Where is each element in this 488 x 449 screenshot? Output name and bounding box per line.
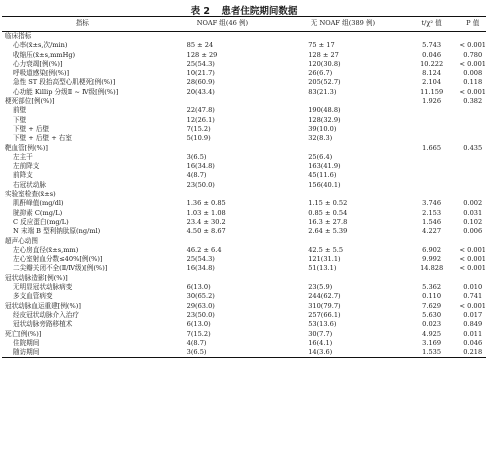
no-noaf-value <box>282 144 404 153</box>
table-body <box>2 32 486 358</box>
p-value: 0.002 <box>463 199 483 208</box>
noaf-value: 46.2 ± 6.4 <box>186 245 222 254</box>
no-noaf-value: 42.5 ± 5.5 <box>308 245 344 254</box>
table-row <box>2 320 486 329</box>
statistic-value: 0.023 <box>422 320 442 329</box>
row-label: 随访期间 <box>13 348 40 357</box>
statistic-value: 2.153 <box>422 208 442 217</box>
p-value: 0.435 <box>463 143 483 152</box>
p-value: < 0.001 <box>459 301 486 310</box>
table-row <box>2 171 486 180</box>
p-value: 0.741 <box>463 292 483 301</box>
p-value: 0.849 <box>463 320 483 329</box>
no-noaf-value: 45(11.6) <box>308 171 337 180</box>
row-label: 左前降支 <box>13 162 40 171</box>
statistic-value <box>404 153 460 162</box>
row-label: 左主干 <box>13 152 33 161</box>
row-label: 前壁 <box>13 106 27 115</box>
no-noaf-value: 53(13.6) <box>308 320 337 329</box>
statistic-value: 3.746 <box>422 199 442 208</box>
no-noaf-value: 2.64 ± 5.39 <box>308 227 348 236</box>
p-value: < 0.001 <box>459 264 486 273</box>
noaf-value <box>163 97 283 106</box>
p-value: 0.382 <box>463 97 483 106</box>
row-label: 肌酐峰值(mg/dl) <box>13 199 64 208</box>
no-noaf-value: 1.15 ± 0.52 <box>308 199 348 208</box>
table-row <box>2 190 486 199</box>
noaf-value: 5(10.9) <box>186 134 211 143</box>
p-value: 0.046 <box>463 338 483 347</box>
noaf-value <box>163 190 283 199</box>
row-label: 下壁 + 后壁 <box>13 124 50 133</box>
statistic-value <box>404 190 460 199</box>
statistic-value: 0.110 <box>422 292 442 301</box>
noaf-value: 12(26.1) <box>186 115 215 124</box>
table-row <box>2 339 486 348</box>
no-noaf-value: 26(6.7) <box>308 69 333 78</box>
header-p-value: P 值 <box>466 19 480 28</box>
table-row <box>2 162 486 171</box>
statistic-value: 9.992 <box>422 255 442 264</box>
p-value: < 0.001 <box>459 59 486 68</box>
statistic-value: 1.926 <box>422 97 442 106</box>
noaf-value: 4(8.7) <box>186 171 207 180</box>
no-noaf-value: 51(13.1) <box>308 264 337 273</box>
statistic-value: 3.169 <box>422 338 442 347</box>
row-label: 下壁 + 后壁 + 右室 <box>13 134 72 143</box>
noaf-value: 10(21.7) <box>186 69 215 78</box>
table-row <box>2 311 486 320</box>
no-noaf-value: 310(79.7) <box>308 301 341 310</box>
no-noaf-value: 128(32.9) <box>308 115 341 124</box>
no-noaf-value: 83(21.3) <box>308 87 337 96</box>
header-noaf-group: NOAF 组(46 例) <box>196 19 249 28</box>
no-noaf-value: 16(4.1) <box>308 338 333 347</box>
table-row <box>2 32 486 42</box>
table-row <box>2 237 486 246</box>
statistic-value <box>404 162 460 171</box>
noaf-value: 16(34.8) <box>186 162 215 171</box>
row-label: 无明显冠状动脉病变 <box>13 283 73 292</box>
statistic-value: 1.546 <box>422 217 442 226</box>
noaf-value: 6(13.0) <box>186 283 211 292</box>
p-value: 0.010 <box>463 283 483 292</box>
table-row <box>2 88 486 97</box>
noaf-value: 20(43.4) <box>186 87 215 96</box>
table-row <box>2 134 486 143</box>
table-row <box>2 181 486 190</box>
row-label: 实验室检查(x̄±s) <box>5 190 56 199</box>
table-caption <box>0 3 488 17</box>
table-row <box>2 283 486 292</box>
no-noaf-value: 205(52.7) <box>308 78 341 87</box>
statistic-value: 11.159 <box>420 87 444 96</box>
row-label: 急性 ST 段抬高型心肌梗死[例(%)] <box>13 78 116 87</box>
row-label: C 反应蛋白(mg/L) <box>13 217 69 226</box>
statistic-value <box>404 171 460 180</box>
noaf-value: 16(34.8) <box>186 264 215 273</box>
no-noaf-value <box>282 32 404 42</box>
row-label: 心率(x̄±s,次/min) <box>13 41 68 50</box>
no-noaf-value: 39(10.0) <box>308 124 337 133</box>
table-row <box>2 51 486 60</box>
table-row <box>2 246 486 255</box>
row-label: 梗死部位[例(%)] <box>5 97 55 106</box>
statistic-value: 4.925 <box>422 329 442 338</box>
p-value <box>460 125 487 134</box>
table-row <box>2 116 486 125</box>
statistic-value: 5.630 <box>422 310 442 319</box>
p-value: < 0.001 <box>459 245 486 254</box>
row-label: 下壁 <box>13 115 27 124</box>
noaf-value: 7(15.2) <box>186 124 211 133</box>
row-label: 超声心动图 <box>5 236 38 245</box>
no-noaf-value: 30(7.7) <box>308 329 333 338</box>
noaf-value: 23(50.0) <box>186 180 215 189</box>
no-noaf-value: 156(40.1) <box>308 180 341 189</box>
p-value <box>460 162 487 171</box>
no-noaf-value: 25(6.4) <box>308 152 333 161</box>
table-row <box>2 144 486 153</box>
row-label: 冠状动脉造影[例(%)] <box>5 273 68 282</box>
table-row <box>2 41 486 50</box>
statistic-value <box>404 106 460 115</box>
statistic-value <box>404 134 460 143</box>
row-label: 左心室射血分数≤40%[例(%)] <box>13 255 103 264</box>
row-label: 经皮冠状动脉介入治疗 <box>13 310 79 319</box>
table-row <box>2 125 486 134</box>
noaf-value: 128 ± 29 <box>186 50 218 59</box>
noaf-value: 4.50 ± 8.67 <box>186 227 226 236</box>
no-noaf-value <box>282 97 404 106</box>
no-noaf-value: 190(48.8) <box>308 106 341 115</box>
table-row <box>2 97 486 106</box>
no-noaf-value: 23(5.9) <box>308 283 333 292</box>
statistic-value <box>404 116 460 125</box>
statistic-value: 7.629 <box>422 301 442 310</box>
statistic-value: 10.222 <box>420 59 444 68</box>
noaf-value: 29(63.0) <box>186 301 215 310</box>
statistic-value: 0.046 <box>422 50 442 59</box>
p-value: 0.011 <box>463 329 483 338</box>
statistic-value: 5.362 <box>422 283 442 292</box>
p-value: 0.780 <box>463 50 483 59</box>
row-label: 心功能 Killip 分级Ⅱ ~ Ⅳ级[例(%)] <box>13 87 119 96</box>
p-value <box>460 116 487 125</box>
row-label: 呼吸道感染[例(%)] <box>13 69 70 78</box>
noaf-value: 23.4 ± 30.2 <box>186 217 226 226</box>
noaf-value: 30(65.2) <box>186 292 215 301</box>
p-value: 0.102 <box>463 217 483 226</box>
noaf-value: 85 ± 24 <box>186 41 214 50</box>
no-noaf-value: 14(3.6) <box>308 348 333 357</box>
statistic-value <box>404 274 460 283</box>
noaf-value: 25(54.3) <box>186 59 215 68</box>
noaf-value <box>163 237 283 246</box>
p-value <box>460 106 487 115</box>
noaf-value: 3(6.5) <box>186 348 207 357</box>
table-row <box>2 218 486 227</box>
row-label: 心力衰竭[例(%)] <box>13 59 63 68</box>
noaf-value: 22(47.8) <box>186 106 215 115</box>
header-indicator: 指标 <box>75 19 89 28</box>
noaf-value <box>163 144 283 153</box>
p-value: < 0.001 <box>459 255 486 264</box>
row-label: 收缩压(x̄±s,mmHg) <box>13 50 76 59</box>
noaf-value: 6(13.0) <box>186 320 211 329</box>
row-label: 靶血管[例(%)] <box>5 143 48 152</box>
p-value: 0.218 <box>463 348 483 357</box>
statistic-value: 6.902 <box>422 245 442 254</box>
statistic-value: 5.743 <box>422 41 442 50</box>
statistic-value <box>404 181 460 190</box>
row-label: 死亡[例(%)] <box>5 329 42 338</box>
p-value <box>460 32 487 42</box>
no-noaf-value: 120(30.8) <box>308 59 341 68</box>
p-value: < 0.001 <box>459 41 486 50</box>
p-value: 0.031 <box>463 208 483 217</box>
row-label: 临床指标 <box>5 32 32 40</box>
noaf-value: 28(60.9) <box>186 78 215 87</box>
statistic-value <box>404 237 460 246</box>
no-noaf-value: 16.3 ± 27.8 <box>308 217 348 226</box>
noaf-value: 1.03 ± 1.08 <box>186 208 226 217</box>
table-number: 表 2 <box>190 6 211 17</box>
statistic-value: 1.665 <box>422 143 442 152</box>
p-value <box>460 237 487 246</box>
p-value: 0.006 <box>463 227 483 236</box>
p-value <box>460 190 487 199</box>
table-row <box>2 264 486 273</box>
no-noaf-value: 257(66.1) <box>308 310 341 319</box>
p-value <box>460 134 487 143</box>
no-noaf-value: 32(8.3) <box>308 134 333 143</box>
statistic-value: 4.227 <box>422 227 442 236</box>
table-row <box>2 330 486 339</box>
noaf-value: 1.36 ± 0.85 <box>186 199 226 208</box>
no-noaf-value: 163(41.9) <box>308 162 341 171</box>
no-noaf-value <box>282 237 404 246</box>
p-value <box>460 274 487 283</box>
table-row <box>2 227 486 236</box>
row-label: 右冠状动脉 <box>13 180 46 189</box>
no-noaf-value: 128 ± 27 <box>308 50 339 59</box>
p-value <box>460 153 487 162</box>
noaf-value <box>163 32 283 42</box>
row-label: 胱抑素 C(mg/L) <box>13 208 63 217</box>
table-row <box>2 274 486 283</box>
p-value <box>460 181 487 190</box>
table-row <box>2 78 486 87</box>
table-row <box>2 60 486 69</box>
no-noaf-value <box>282 274 404 283</box>
row-label: 二尖瓣关闭不全(Ⅱ/Ⅳ级)[例(%)] <box>13 264 108 273</box>
row-label: 左心房直径(x̄±s,mm) <box>13 245 79 254</box>
table-row <box>2 348 486 358</box>
row-label: 冠状动脉血运重建[例(%)] <box>5 301 81 310</box>
no-noaf-value: 121(31.1) <box>308 255 341 264</box>
no-noaf-value <box>282 190 404 199</box>
patient-data-table <box>2 16 486 358</box>
table-row <box>2 209 486 218</box>
p-value <box>460 171 487 180</box>
no-noaf-value: 75 ± 17 <box>308 41 335 50</box>
table-title: 患者住院期间数据 <box>221 6 298 17</box>
statistic-value: 2.104 <box>422 78 442 87</box>
p-value: 0.008 <box>463 69 483 78</box>
row-label: 前降支 <box>13 171 33 180</box>
table-row <box>2 199 486 208</box>
no-noaf-value: 244(62.7) <box>308 292 341 301</box>
table-row <box>2 106 486 115</box>
table-row <box>2 153 486 162</box>
row-label: 冠状动脉旁路移植术 <box>13 320 73 329</box>
p-value: < 0.001 <box>459 87 486 96</box>
noaf-value: 4(8.7) <box>186 338 207 347</box>
statistic-value: 8.124 <box>422 69 442 78</box>
row-label: 住院期间 <box>13 338 40 347</box>
statistic-value: 1.535 <box>422 348 442 357</box>
table-row <box>2 292 486 301</box>
noaf-value: 3(6.5) <box>186 152 207 161</box>
row-label: 多支血管病变 <box>13 292 53 301</box>
noaf-value: 23(50.0) <box>186 310 215 319</box>
p-value: 0.118 <box>463 78 483 87</box>
noaf-value: 7(15.2) <box>186 329 211 338</box>
header-statistic: t/χ² 值 <box>421 19 442 28</box>
statistic-value: 14.828 <box>420 264 444 273</box>
table-header-row <box>2 17 486 32</box>
noaf-value: 25(54.3) <box>186 255 215 264</box>
statistic-value <box>404 125 460 134</box>
noaf-value <box>163 274 283 283</box>
p-value: 0.017 <box>463 310 483 319</box>
table-row <box>2 302 486 311</box>
header-no-noaf-group: 无 NOAF 组(389 例) <box>310 19 376 28</box>
statistic-value <box>404 32 460 42</box>
row-label: N 末端 B 型利钠肽原(ng/ml) <box>13 227 101 236</box>
no-noaf-value: 0.85 ± 0.54 <box>308 208 348 217</box>
